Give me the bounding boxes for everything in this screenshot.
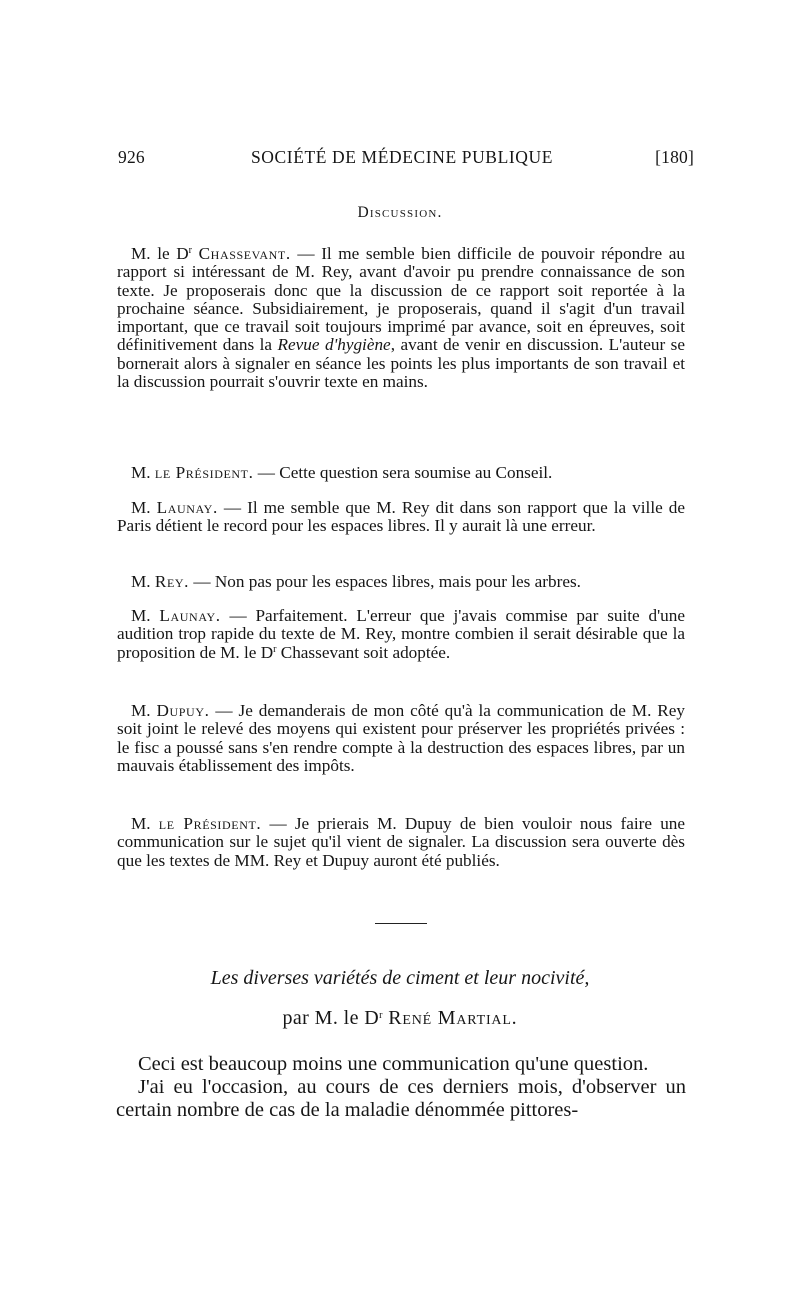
speaker-prefix: M. <box>131 701 157 720</box>
superscript: r <box>273 643 277 655</box>
speaker-prefix: M. <box>131 498 157 517</box>
byline-prefix: par M. le D <box>282 1007 380 1029</box>
article-paragraph: J'ai eu l'occasion, au cours de ces derniers mois, d'observer un certain nombre de cas de la maladie dénommée pittores- <box>116 1076 686 1121</box>
paragraph-text: — Il me semble bien difficile de pouvoir répondre au rapport si intéressant de M. Rey, avant d'avoir pu prendre connaissance de son texte. Je proposerais donc que la discussion de ce rapport soit reportée à la prochaine séance. Subsidiairement, je proposerais, quand il s'agit d'un travail important, que ce travail soit toujours imprimé par avance, soit en épreuves, soit définitivement dans la <box>117 244 685 355</box>
paragraph <box>117 815 685 870</box>
section-divider <box>375 923 427 924</box>
page-header <box>118 147 694 171</box>
paragraph <box>117 464 685 482</box>
speaker-prefix: M. <box>131 814 159 833</box>
article-title <box>0 967 800 990</box>
paragraph <box>117 573 685 591</box>
speaker-name: le Président. <box>154 463 254 482</box>
speaker-name: le Président. <box>158 814 262 833</box>
paragraph-text: — Je demanderais de mon côté qu'à la communication de M. Rey soit joint le relevé des moyens qui existent pour préserver les propriétés privées : le fisc a poussé sans s'en rendre compte à la destruction des espaces libres, par un mauvais établissement des impôts. <box>117 701 685 775</box>
paragraph-text: , avant de venir en discussion. L'auteur se bornerait alors à signaler en séance les points les plus importants de son travail et la discussion pourrait s'ouvrir texte en mains. <box>117 335 685 392</box>
entry-chassevant <box>117 245 685 391</box>
paragraph <box>117 702 685 775</box>
article-byline <box>0 1007 800 1030</box>
paragraph-text: — Cette question sera soumise au Conseil. <box>253 463 553 482</box>
running-title: SOCIÉTÉ DE MÉDECINE PUBLIQUE <box>250 147 554 167</box>
speaker-name: Dupuy. <box>156 701 210 720</box>
entry-rey <box>117 573 685 591</box>
discussion-heading: Discussion. <box>357 204 443 221</box>
speaker-name: Launay. <box>156 498 218 517</box>
paragraph-text: — Parfaitement. L'erreur que j'avais commise par suite d'une audition trop rapide du texte de M. Rey, montre combien il serait désirable que la proposition de M. le D <box>117 606 685 662</box>
speaker-name: Launay. <box>159 606 221 625</box>
article-paragraph: Ceci est beaucoup moins une communication qu'une question. <box>138 1053 649 1075</box>
paragraph-text: — Il me semble que M. Rey dit dans son rapport que la ville de Paris détient le record pour les espaces libres. Il y aurait là une erreur. <box>117 498 685 536</box>
entry-launay-1 <box>117 499 685 536</box>
article-title-text: Les diverses variétés de ciment et leur nocivité, <box>210 967 590 989</box>
page-number: 926 <box>118 147 145 167</box>
entry-president-2 <box>117 815 685 870</box>
speaker-prefix: M. <box>131 463 155 482</box>
journal-title: Revue d'hygiène <box>277 335 391 355</box>
superscript: r <box>188 245 192 256</box>
entry-president-1 <box>117 464 685 482</box>
superscript: r <box>379 1010 383 1021</box>
speaker-name: Rey. <box>154 572 190 591</box>
speaker-prefix: M. <box>131 572 155 591</box>
speaker-name: Chassevant. <box>198 244 291 263</box>
paragraph <box>117 245 685 391</box>
article-body <box>116 1053 686 1122</box>
speaker-prefix: M. <box>131 606 160 625</box>
paragraph-text: — Je prierais M. Dupuy de bien vouloir nous faire une communication sur le sujet qu'il vient de signaler. La discussion sera ouverte dès que les textes de MM. Rey et Dupuy auront été publiés. <box>117 814 686 870</box>
bracket-page-number: [180] <box>655 147 694 167</box>
paragraph-text: — Non pas pour les espaces libres, mais pour les arbres. <box>189 572 581 591</box>
author-name: René Martial. <box>388 1007 518 1029</box>
speaker-prefix: M. le D <box>131 244 189 263</box>
paragraph <box>117 607 685 662</box>
paragraph-text: Chassevant soit adoptée. <box>276 642 451 662</box>
entry-dupuy <box>117 702 685 775</box>
entry-launay-2 <box>117 607 685 662</box>
paragraph <box>117 499 685 536</box>
